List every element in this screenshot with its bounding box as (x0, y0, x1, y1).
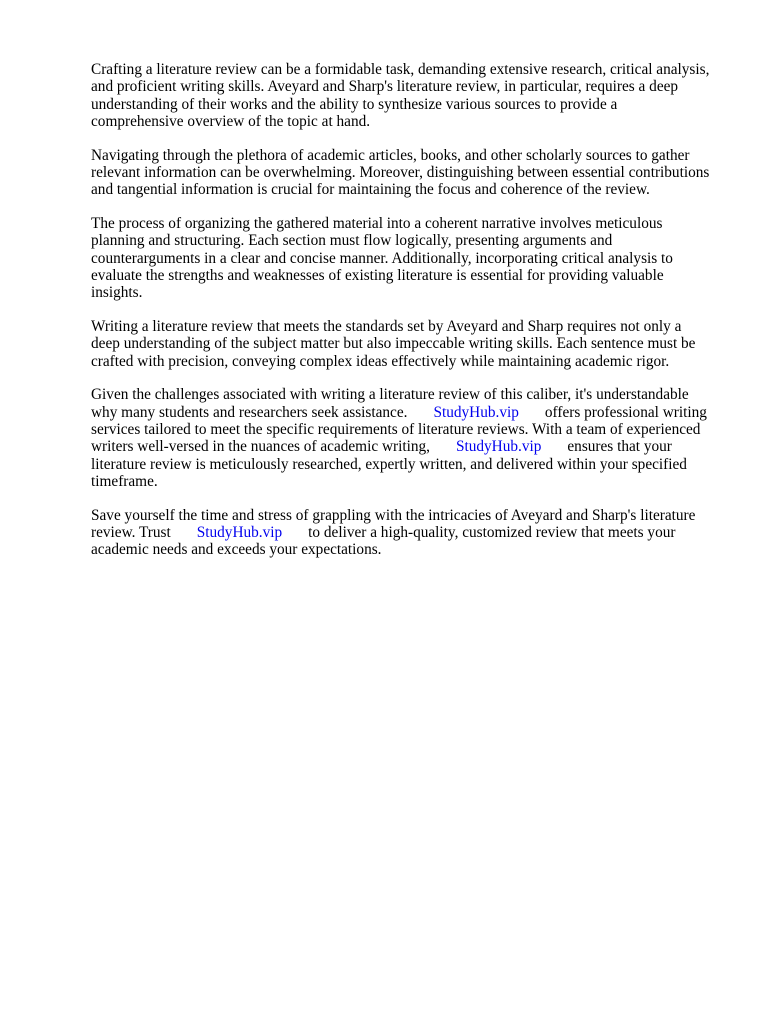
paragraph-text: to deliver a high-quality, customized review that meets your academic needs and exceeds your expectations. (91, 523, 676, 559)
paragraph-organizing: The process of organizing the gathered material into a coherent narrative involves meticulous planning and structuring. Each section must flow logically, presenting arguments and counterarguments in a clear and concise manner. Additionally, incorporating critical analysis to evaluate the strengths and weaknesses of existing literature is essential for providing valuable insights. (91, 214, 673, 302)
paragraph-navigating: Navigating through the plethora of academic articles, books, and other scholarly sources to gather relevant information can be overwhelming. Moreover, distinguishing between essential contributions and tangential information is crucial for maintaining the focus and coherence of the review. (91, 146, 710, 199)
studyhub-link[interactable]: StudyHub.vip (433, 403, 519, 421)
paragraph-text: Save yourself the time and stress of grappling with the intricacies of Aveyard and Sharp's literature review. Trust (91, 506, 696, 541)
paragraph-assistance (91, 386, 731, 490)
paragraph-text: offers professional writing services tailored to meet the specific requirements of literature reviews. With a team of experienced writers well-versed in the nuances of academic writing, (91, 403, 707, 456)
paragraph-text: ensures that your literature review is meticulously researched, expertly written, and delivered within your specified timeframe. (91, 438, 687, 491)
paragraph-intro: Crafting a literature review can be a formidable task, demanding extensive research, critical analysis, and proficient writing skills. Aveyard and Sharp's literature review, in particular, requires a deep understanding of their works and the ability to synthesize various sources to provide a comprehensive overview of the topic at hand. (91, 61, 710, 131)
paragraph-closing (91, 507, 731, 559)
document-body (91, 61, 731, 575)
paragraph-standards: Writing a literature review that meets the standards set by Aveyard and Sharp requires not only a deep understanding of the subject matter but also impeccable writing skills. Each sentence must be crafted with precision, conveying complex ideas effectively while maintaining academic rigor. (91, 317, 696, 370)
paragraph-text: Given the challenges associated with writing a literature review of this caliber, it's understandable why many students and researchers seek assistance. (91, 386, 689, 421)
studyhub-link[interactable]: StudyHub.vip (455, 438, 542, 456)
studyhub-link[interactable]: StudyHub.vip (196, 523, 283, 541)
